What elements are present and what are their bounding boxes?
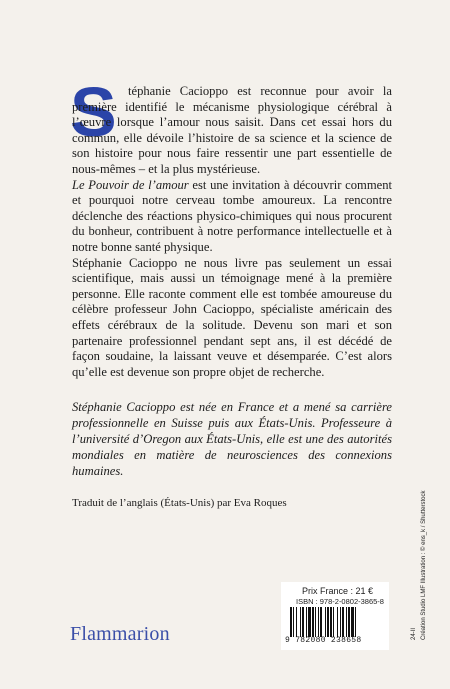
blurb-paragraph-1-text: téphanie Cacioppo est reconnue pour avoir la première identifié le mécanisme physiologique cérébral à l’œuvre lorsque l’amour nous saisit. Dans cet essai hors du commun, elle dévoile l’histoire de sa science et la science de son histoire pour nous faire ressentir une part essentielle de nous-mêmes – et la plus mystérieuse.: [72, 84, 392, 176]
blurb-paragraph-1: [72, 84, 392, 178]
barcode-number: 9 782080 238658: [285, 636, 362, 645]
book-title: Le Pouvoir de l’amour: [72, 177, 189, 192]
author-bio-text: est née en France et a mené sa carrière professionnelle en Suisse puis aux États-Unis. Professeure à l’université d’Oregon aux États-Unis, elle est une des autorités mondiales en matière de neurosciences des connexions humaines.: [72, 400, 392, 478]
blurb-paragraph-2-text: est une invitation à découvrir comment et pourquoi notre cerveau tombe amoureux. La rencontre déclenche des réactions physico-chimiques qui nous procurent du bonheur, contribuent à notre performance intellectuelle et à notre bonne santé physique.: [72, 177, 392, 254]
translator-credit: Traduit de l’anglais (États-Unis) par Eva Roques: [72, 497, 287, 509]
blurb-paragraph-2: [72, 178, 392, 256]
isbn-label: ISBN : 978-2-0802-3865-8: [296, 597, 384, 606]
publisher-logo: Flammarion: [70, 623, 170, 645]
side-credits: Création Studio LMF Illustration : © ens_k / Shutterstock: [421, 490, 427, 640]
barcode-bar: [356, 607, 358, 637]
side-code: 24-II: [411, 627, 417, 640]
drop-cap: S: [70, 73, 117, 151]
author-name: Stéphanie Cacioppo: [72, 400, 176, 414]
author-bio: [72, 399, 392, 479]
blurb-paragraph-3: Stéphanie Cacioppo ne nous livre pas seulement un essai scientifique, mais aussi un témoignage mené à la première personne. Elle raconte comment elle est tombée amoureuse du célèbre professeur John Cacioppo, spécialiste américain des effets cérébraux de la solitude. Devenu son mari et son partenaire professionnel pendant sept ans, il est décédé de façon soudaine, la laissant veuve et désemparée. C’est alors qu’elle est devenue son propre objet de recherche.: [72, 255, 392, 379]
price-label: Prix France : 21 €: [302, 586, 374, 596]
barcode-bars: [290, 607, 386, 637]
blurb-text: [72, 84, 392, 380]
